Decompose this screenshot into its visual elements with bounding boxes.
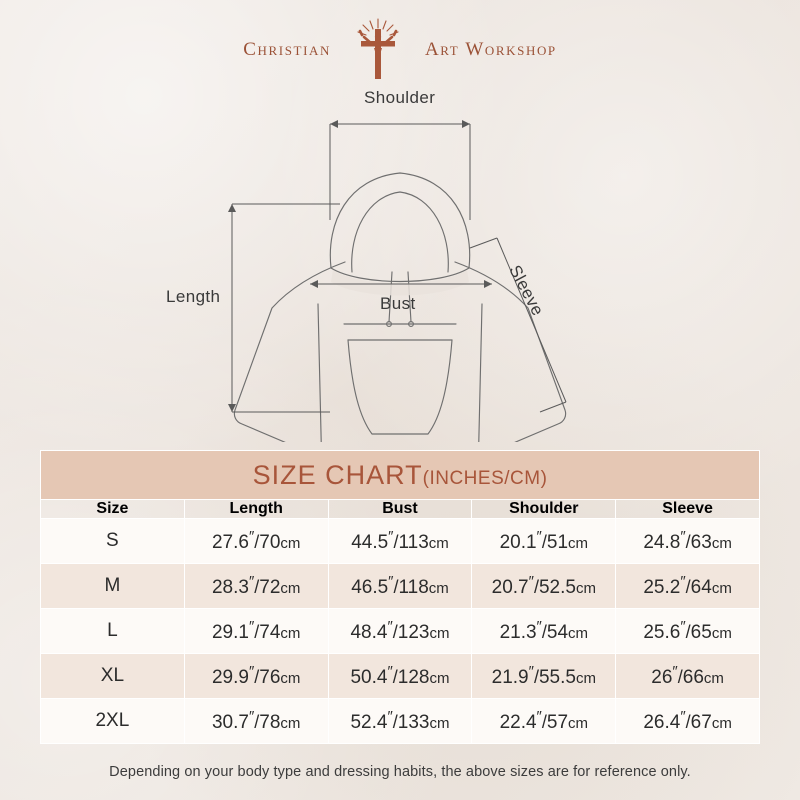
- chart-title-cell: [41, 451, 760, 500]
- cell-bust: 48.4″/123cm: [328, 609, 472, 654]
- cell-sleeve: 24.8″/63cm: [616, 519, 760, 564]
- measurement-arrows: [228, 120, 492, 412]
- cell-sleeve: 25.6″/65cm: [616, 609, 760, 654]
- hoodie-measurement-diagram: [0, 72, 800, 442]
- cell-shoulder: 21.9″/55.5cm: [472, 654, 616, 699]
- hoodie-drawing: [0, 72, 800, 442]
- cell-sleeve: 26.4″/67cm: [616, 699, 760, 744]
- brand-name-right: Art Workshop: [424, 39, 557, 60]
- cell-length: 28.3″/72cm: [184, 564, 328, 609]
- cell-length: 27.6″/70cm: [184, 519, 328, 564]
- brand-name-left: Christian: [243, 39, 331, 60]
- column-header-bust: Bust: [328, 500, 472, 519]
- size-chart-body: [41, 519, 760, 744]
- cell-shoulder: 21.3″/54cm: [472, 609, 616, 654]
- cell-size: S: [41, 519, 185, 564]
- size-chart-footnote: Depending on your body type and dressing habits, the above sizes are for reference only.: [109, 764, 691, 780]
- cell-size: XL: [41, 654, 185, 699]
- table-row: [41, 609, 760, 654]
- size-chart-table: [40, 450, 760, 744]
- label-sleeve: Sleeve: [505, 262, 548, 319]
- chart-title-row: [41, 451, 760, 500]
- column-header-sleeve: Sleeve: [616, 500, 760, 519]
- column-header-length: Length: [184, 500, 328, 519]
- table-row: [41, 654, 760, 699]
- cell-length: 30.7″/78cm: [184, 699, 328, 744]
- cell-size: 2XL: [41, 699, 185, 744]
- cell-shoulder: 20.1″/51cm: [472, 519, 616, 564]
- column-header-row: [41, 500, 760, 519]
- label-bust: Bust: [380, 294, 416, 313]
- size-chart-table-wrapper: [40, 450, 760, 744]
- cell-shoulder: 22.4″/57cm: [472, 699, 616, 744]
- label-shoulder: Shoulder: [364, 88, 436, 107]
- cell-shoulder: 20.7″/52.5cm: [472, 564, 616, 609]
- column-header-size: Size: [41, 500, 185, 519]
- table-row: [41, 699, 760, 744]
- cell-length: 29.9″/76cm: [184, 654, 328, 699]
- cell-sleeve: 26″/66cm: [616, 654, 760, 699]
- cell-size: L: [41, 609, 185, 654]
- chart-title-units: (INCHES/CM): [422, 467, 548, 489]
- table-row: [41, 519, 760, 564]
- cell-size: M: [41, 564, 185, 609]
- cell-sleeve: 25.2″/64cm: [616, 564, 760, 609]
- table-row: [41, 564, 760, 609]
- label-length: Length: [166, 287, 221, 306]
- cell-bust: 44.5″/113cm: [328, 519, 472, 564]
- cell-bust: 50.4″/128cm: [328, 654, 472, 699]
- bust-highlight-band: [331, 270, 469, 296]
- cell-length: 29.1″/74cm: [184, 609, 328, 654]
- column-header-shoulder: Shoulder: [472, 500, 616, 519]
- chart-title-text: SIZE CHART: [252, 459, 423, 490]
- cell-bust: 46.5″/118cm: [328, 564, 472, 609]
- cell-bust: 52.4″/133cm: [328, 699, 472, 744]
